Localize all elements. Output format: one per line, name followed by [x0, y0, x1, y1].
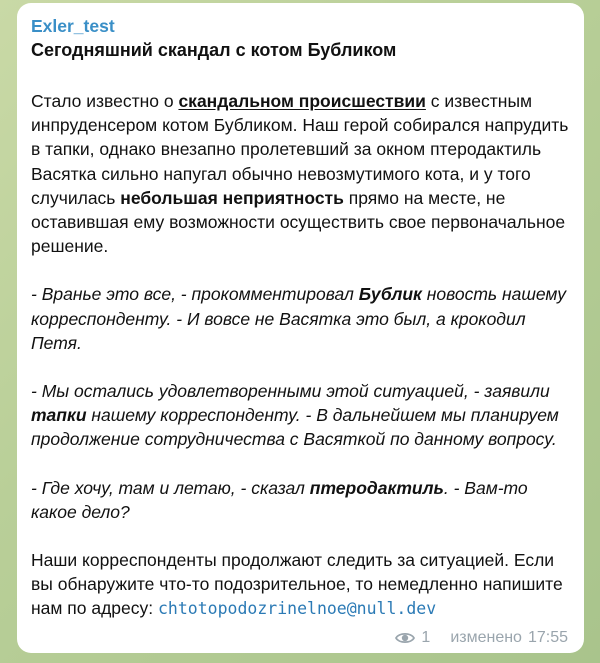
text: - Мы остались удовлетворенными этой ситуацией, - заявили	[31, 381, 550, 402]
paragraph-5	[31, 548, 570, 622]
edited-label: изменено	[450, 629, 522, 646]
eye-icon	[395, 631, 415, 645]
views-count: 1	[421, 629, 431, 646]
message-time: 17:55	[527, 629, 568, 646]
paragraph-3	[31, 379, 570, 452]
post-title: Сегодняшний скандал с котом Бубликом	[31, 40, 397, 60]
text: Стало известно о	[31, 91, 179, 111]
bold-text: небольшая неприятность	[120, 187, 344, 208]
text: . - Вам-то какое дело?	[31, 477, 528, 522]
email-link[interactable]: chtotopodozrinelnoe@null.dev	[158, 599, 437, 619]
paragraph-1	[31, 89, 570, 258]
channel-name[interactable]: Exler_test	[31, 16, 115, 36]
text: прямо на месте, не оставившая ему возможности осуществить свое первоначальное решение.	[31, 187, 566, 257]
text: с известным инпруденсером котом Бубликом. Наш герой собирался напрудить в тапки, однако внезапно пролетевший за окном птеродактиль Васятка сильно напугал обычно невозмутимого кота, и у того случилась	[31, 91, 569, 208]
text: нашему корреспонденту. - В дальнейшем мы планируем продолжение сотрудничества с Васяткой по данному вопросу.	[31, 405, 559, 450]
text: новость нашему корреспонденту. - И вовсе не Васятка это был, а крокодил Петя.	[31, 284, 566, 353]
bold-text: Бублик	[358, 284, 422, 305]
paragraph-4	[31, 476, 570, 524]
text: Наши корреспонденты продолжают следить за ситуацией. Если вы обнаружите что-то подозрительное, то немедленно напишите нам по адресу:	[31, 550, 563, 619]
text: - Где хочу, там и летаю, - сказал	[31, 477, 310, 498]
message-meta	[395, 629, 568, 647]
text: - Вранье это все, - прокомментировал	[31, 284, 359, 305]
paragraph-2	[31, 282, 570, 355]
bold-text: птеродактиль	[309, 477, 444, 498]
message-bubble	[17, 3, 584, 653]
inline-link[interactable]: скандальном происшествии	[178, 91, 426, 111]
bold-text: тапки	[31, 405, 87, 426]
